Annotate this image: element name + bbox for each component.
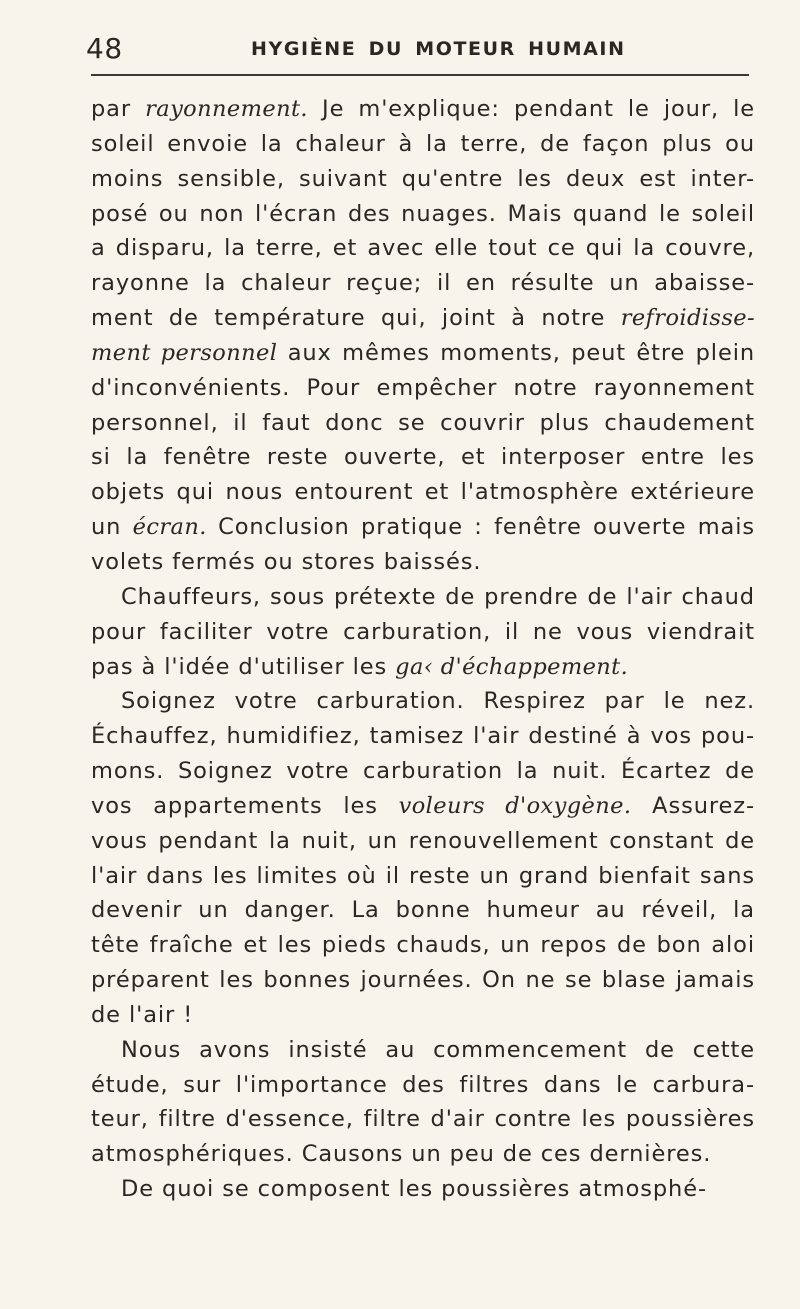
text-line [91,859,755,894]
text-run: Nous avons insisté au commencement de cette [121,1036,755,1063]
text-line [91,1033,755,1068]
text-run: Soignez votre carburation. Respirez par le nez. [121,688,755,715]
text-run: mons. Soignez votre carburation la nuit. Écartez de [91,758,755,785]
text-line [91,231,755,266]
text-line [91,650,755,685]
text-run: étude, sur l'importance des filtres dans le carbura- [91,1071,755,1098]
text-run: posé ou non l'écran des nuages. Mais quand le soleil [91,200,755,227]
text-run: devenir un danger. La bonne humeur au réveil, la [91,897,755,924]
italic-text: ment personnel [91,339,278,366]
italic-text: rayonnement. [145,96,308,122]
text-run: d'inconvénients. Pour empêcher notre rayonnement [91,374,755,401]
text-run: De quoi se composent les poussières atmosphé- [121,1176,707,1203]
text-line [91,545,755,580]
text-line [91,162,755,197]
text-run: personnel, il faut donc se couvrir plus chaudement [91,409,755,436]
text-line [91,127,755,162]
text-run: atmosphériques. Causons un peu de ces dernières. [91,1141,712,1168]
text-run: vos appartements les [91,792,399,819]
text-line [91,754,755,789]
text-run: Assurez- [631,792,755,819]
text-line [91,1172,755,1207]
text-line [91,998,755,1033]
italic-text: écran. [132,514,207,541]
text-run: teur, filtre d'essence, filtre d'air contre les poussières [91,1106,755,1133]
text-line [91,371,755,406]
text-run: aux mêmes moments, peut être plein [277,339,756,366]
italic-text: refroidisse- [620,305,755,332]
text-line [91,336,755,371]
text-run: de l'air ! [91,1001,194,1028]
text-run: soleil envoie la chaleur à la terre, de façon plus ou [91,130,755,157]
text-run: un [91,514,133,541]
text-run: pas à l'idée d'utiliser les [91,653,396,680]
text-line [91,928,755,963]
text-run: Conclusion pratique : fenêtre ouverte mais [206,514,755,541]
text-line [91,1102,755,1137]
text-line [91,406,755,441]
text-run: volets fermés ou stores baissés. [91,548,482,575]
text-run: moins sensible, suivant qu'entre les deux est inter- [91,165,755,192]
text-run: Chauffeurs, sous prétexte de prendre de l'air chaud [121,583,755,610]
text-line [91,963,755,998]
italic-text: voleurs d'oxygène. [398,792,632,819]
text-line [91,1137,755,1172]
running-title: HYGIÈNE DU MOTEUR HUMAIN [251,38,626,60]
text-run: si la fenêtre reste ouverte, et interposer entre les [91,444,755,471]
text-run: tête fraîche et les pieds chauds, un repos de bon aloi [91,932,755,959]
text-line [91,789,755,824]
text-run: préparent les bonnes journées. On ne se blase jamais [91,967,755,994]
text-run: pour faciliter votre carburation, il ne vous viendrait [91,618,755,645]
page-number: 48 [86,32,123,65]
text-line [91,580,755,615]
text-line [91,824,755,859]
page-header [86,26,752,66]
text-line [91,893,755,928]
text-line [91,615,755,650]
text-line [91,266,755,301]
text-run: objets qui nous entourent et l'atmosphère extérieure [91,479,755,506]
text-run: par [91,96,146,122]
text-line [91,684,755,719]
text-line [91,301,755,336]
text-run: l'air dans les limites où il reste un grand bienfait sans [91,862,755,889]
text-line [91,1068,755,1103]
italic-text: ga‹ d'échappement. [395,653,629,680]
text-run: a disparu, la terre, et avec elle tout ce qui la couvre, [91,235,755,262]
text-line [91,440,755,475]
text-line [91,719,755,754]
text-line [91,475,755,510]
text-line [91,92,755,127]
text-run: ment de température qui, joint à notre [91,305,621,332]
body-text [91,92,755,1207]
header-rule [91,74,749,76]
text-line [91,197,755,232]
text-run: vous pendant la nuit, un renouvellement constant de [91,827,755,854]
text-line [91,510,755,545]
text-run: Échauffez, humidifiez, tamisez l'air destiné à vos pou- [91,723,755,750]
text-run: rayonne la chaleur reçue; il en résulte un abaisse- [91,270,755,297]
text-run: Je m'explique: pendant le jour, le [307,96,755,122]
